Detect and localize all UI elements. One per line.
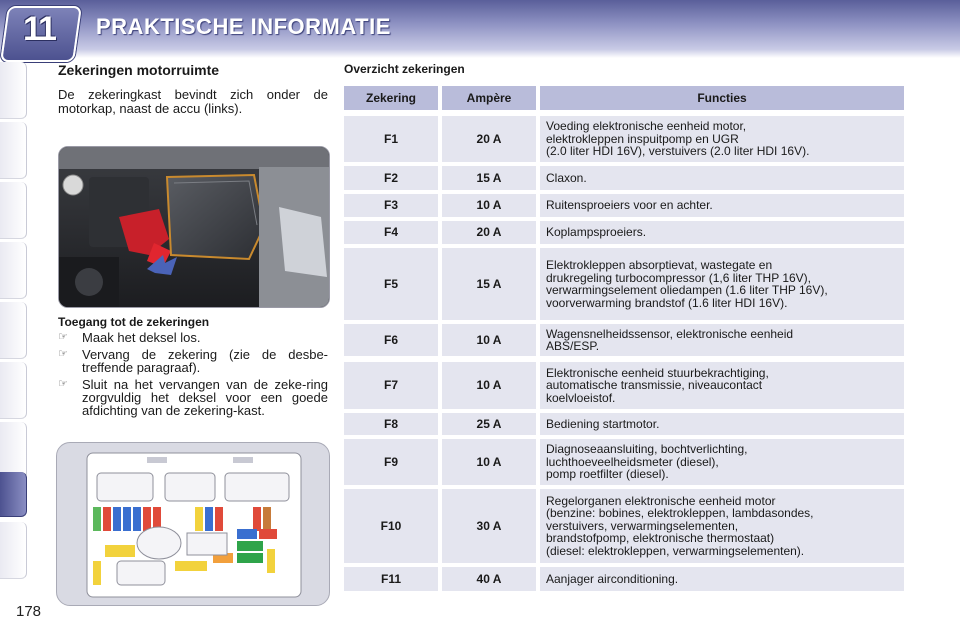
table-row [344,439,904,485]
function-line: verstuivers, verwarmingselementen, [546,518,739,533]
fuse-id-cell: F9 [344,439,438,485]
ampere-cell: 40 A [442,567,536,591]
table-title: Overzicht zekeringen [344,62,465,76]
column-header: Functies [540,86,904,110]
ampere-cell: 10 A [442,324,536,356]
function-line: brandstofpomp, elektronische thermostaat) [546,531,775,546]
function-line: Aanjager airconditioning. [546,571,679,586]
fuse-id-cell: F4 [344,221,438,244]
fuse-id-cell: F2 [344,166,438,190]
chapter-tab[interactable] [0,302,27,359]
fuse-id-cell: F11 [344,567,438,591]
ampere-cell: 15 A [442,166,536,190]
engine-bay-illustration [59,147,329,307]
step-text: Sluit na het vervangen van de zeke-ring zorgvuldig het deksel voor een goede afdichting van de zekering-kast. [82,377,328,418]
function-line: (benzine: bobines, elektrokleppen, lambdasondes, [546,506,814,521]
function-cell [540,439,904,485]
list-item [58,331,328,344]
ampere-cell: 10 A [442,362,536,409]
list-item [58,348,328,374]
function-line: Elektrokleppen absorptievat, wastegate en [546,258,773,272]
function-line: Diagnoseaansluiting, bochtverlichting, [546,442,748,457]
fuse-id-cell: F10 [344,489,438,563]
fuse-id-cell: F1 [344,116,438,162]
chapter-tab[interactable] [0,62,27,119]
section-title: Zekeringen motorruimte [58,62,220,78]
step-text: Maak het deksel los. [82,330,201,345]
function-line: drukregeling turbocompressor (1,6 liter THP 16V), [546,270,812,285]
function-line: Claxon. [546,170,587,185]
fuse-id-cell: F7 [344,362,438,409]
chapter-tab[interactable] [0,242,27,299]
function-cell [540,324,904,356]
fuse-id-cell: F6 [344,324,438,356]
function-cell [540,489,904,563]
function-line: Voeding elektronische eenheid motor, [546,119,747,134]
hand-pointer-icon: ☞ [58,378,68,390]
chapter-tab[interactable] [0,122,27,179]
function-line: Regelorganen elektronische eenheid motor [546,493,776,508]
function-line: ABS/ESP. [546,339,600,353]
ampere-cell: 20 A [442,221,536,244]
chapter-tab[interactable] [0,522,27,579]
function-text [546,120,809,158]
function-text [546,226,646,239]
table-row [344,166,904,190]
chapter-tab-active[interactable] [0,472,27,517]
column-header: Zekering [344,86,438,110]
table-header-row [344,86,904,110]
page-title: PRAKTISCHE INFORMATIE [96,14,391,39]
function-line: voorverwarming brandstof (1.6 liter HDI 16V). [546,295,788,310]
table-row [344,116,904,162]
table-row [344,194,904,217]
hand-pointer-icon: ☞ [58,348,68,360]
fuse-id-cell: F3 [344,194,438,217]
function-line: Ruitensproeiers voor en achter. [546,198,713,213]
function-line: pomp roetfilter (diesel). [546,467,669,482]
table-row [344,489,904,563]
fuse-id-cell: F5 [344,248,438,320]
function-text [546,172,587,185]
intro-text: De zekeringkast bevindt zich onder de motorkap, naast de accu (links). [58,87,328,116]
table-row [344,413,904,435]
hand-pointer-icon: ☞ [58,331,68,343]
function-text [546,443,747,481]
function-cell [540,362,904,409]
ampere-cell: 20 A [442,116,536,162]
chapter-tabs [0,62,34,582]
function-line: (2.0 liter HDI 16V), verstuivers (2.0 liter HDI 16V). [546,144,810,159]
fuse-layout-drawing [57,443,329,605]
function-cell [540,567,904,591]
function-line: luchthoeveelheidsmeter (diesel), [546,454,719,469]
function-text [546,367,769,405]
function-line: Elektronische eenheid stuurbekrachtiging, [546,365,769,380]
function-line: Koplampsproeiers. [546,225,647,240]
function-cell [540,166,904,190]
table-row [344,221,904,244]
function-cell [540,413,904,435]
page-number: 178 [16,603,42,620]
function-text [546,573,678,586]
ampere-cell: 15 A [442,248,536,320]
table-row [344,248,904,320]
function-line: Wagensnelheidssensor, elektronische eenheid [546,326,794,341]
ampere-cell: 10 A [442,439,536,485]
function-text [546,259,828,309]
function-line: koelvloeistof. [546,390,616,405]
function-text [546,328,793,353]
step-text: Vervang de zekering (zie de desbe-treffende paragraaf). [82,347,328,375]
function-text [546,418,659,431]
ampere-cell: 25 A [442,413,536,435]
chapter-tab[interactable] [0,422,27,479]
function-cell [540,194,904,217]
access-title: Toegang tot de zekeringen [58,315,210,329]
function-line: automatische transmissie, niveaucontact [546,378,763,393]
fuse-id-cell: F8 [344,413,438,435]
function-cell [540,116,904,162]
ampere-cell: 10 A [442,194,536,217]
table-row [344,567,904,591]
fuse-box-diagram [56,442,330,606]
table-row [344,362,904,409]
function-cell [540,248,904,320]
chapter-tab[interactable] [0,362,27,419]
function-line: (diesel: elektrokleppen, verwarmingselementen). [546,543,805,558]
list-item [58,378,328,417]
function-line: verwarmingselement oliedampen (1.6 liter THP 16V), [546,283,828,297]
function-line: Bediening startmotor. [546,416,660,431]
function-cell [540,221,904,244]
function-text [546,199,713,212]
ampere-cell: 30 A [442,489,536,563]
engine-bay-photo [58,146,330,308]
chapter-number: 11 [23,10,55,48]
function-line: elektrokleppen inspuitpomp en UGR [546,131,739,146]
function-text [546,495,814,558]
column-header: Ampère [442,86,536,110]
access-steps [58,331,328,421]
table-row [344,324,904,356]
chapter-tab[interactable] [0,182,27,239]
